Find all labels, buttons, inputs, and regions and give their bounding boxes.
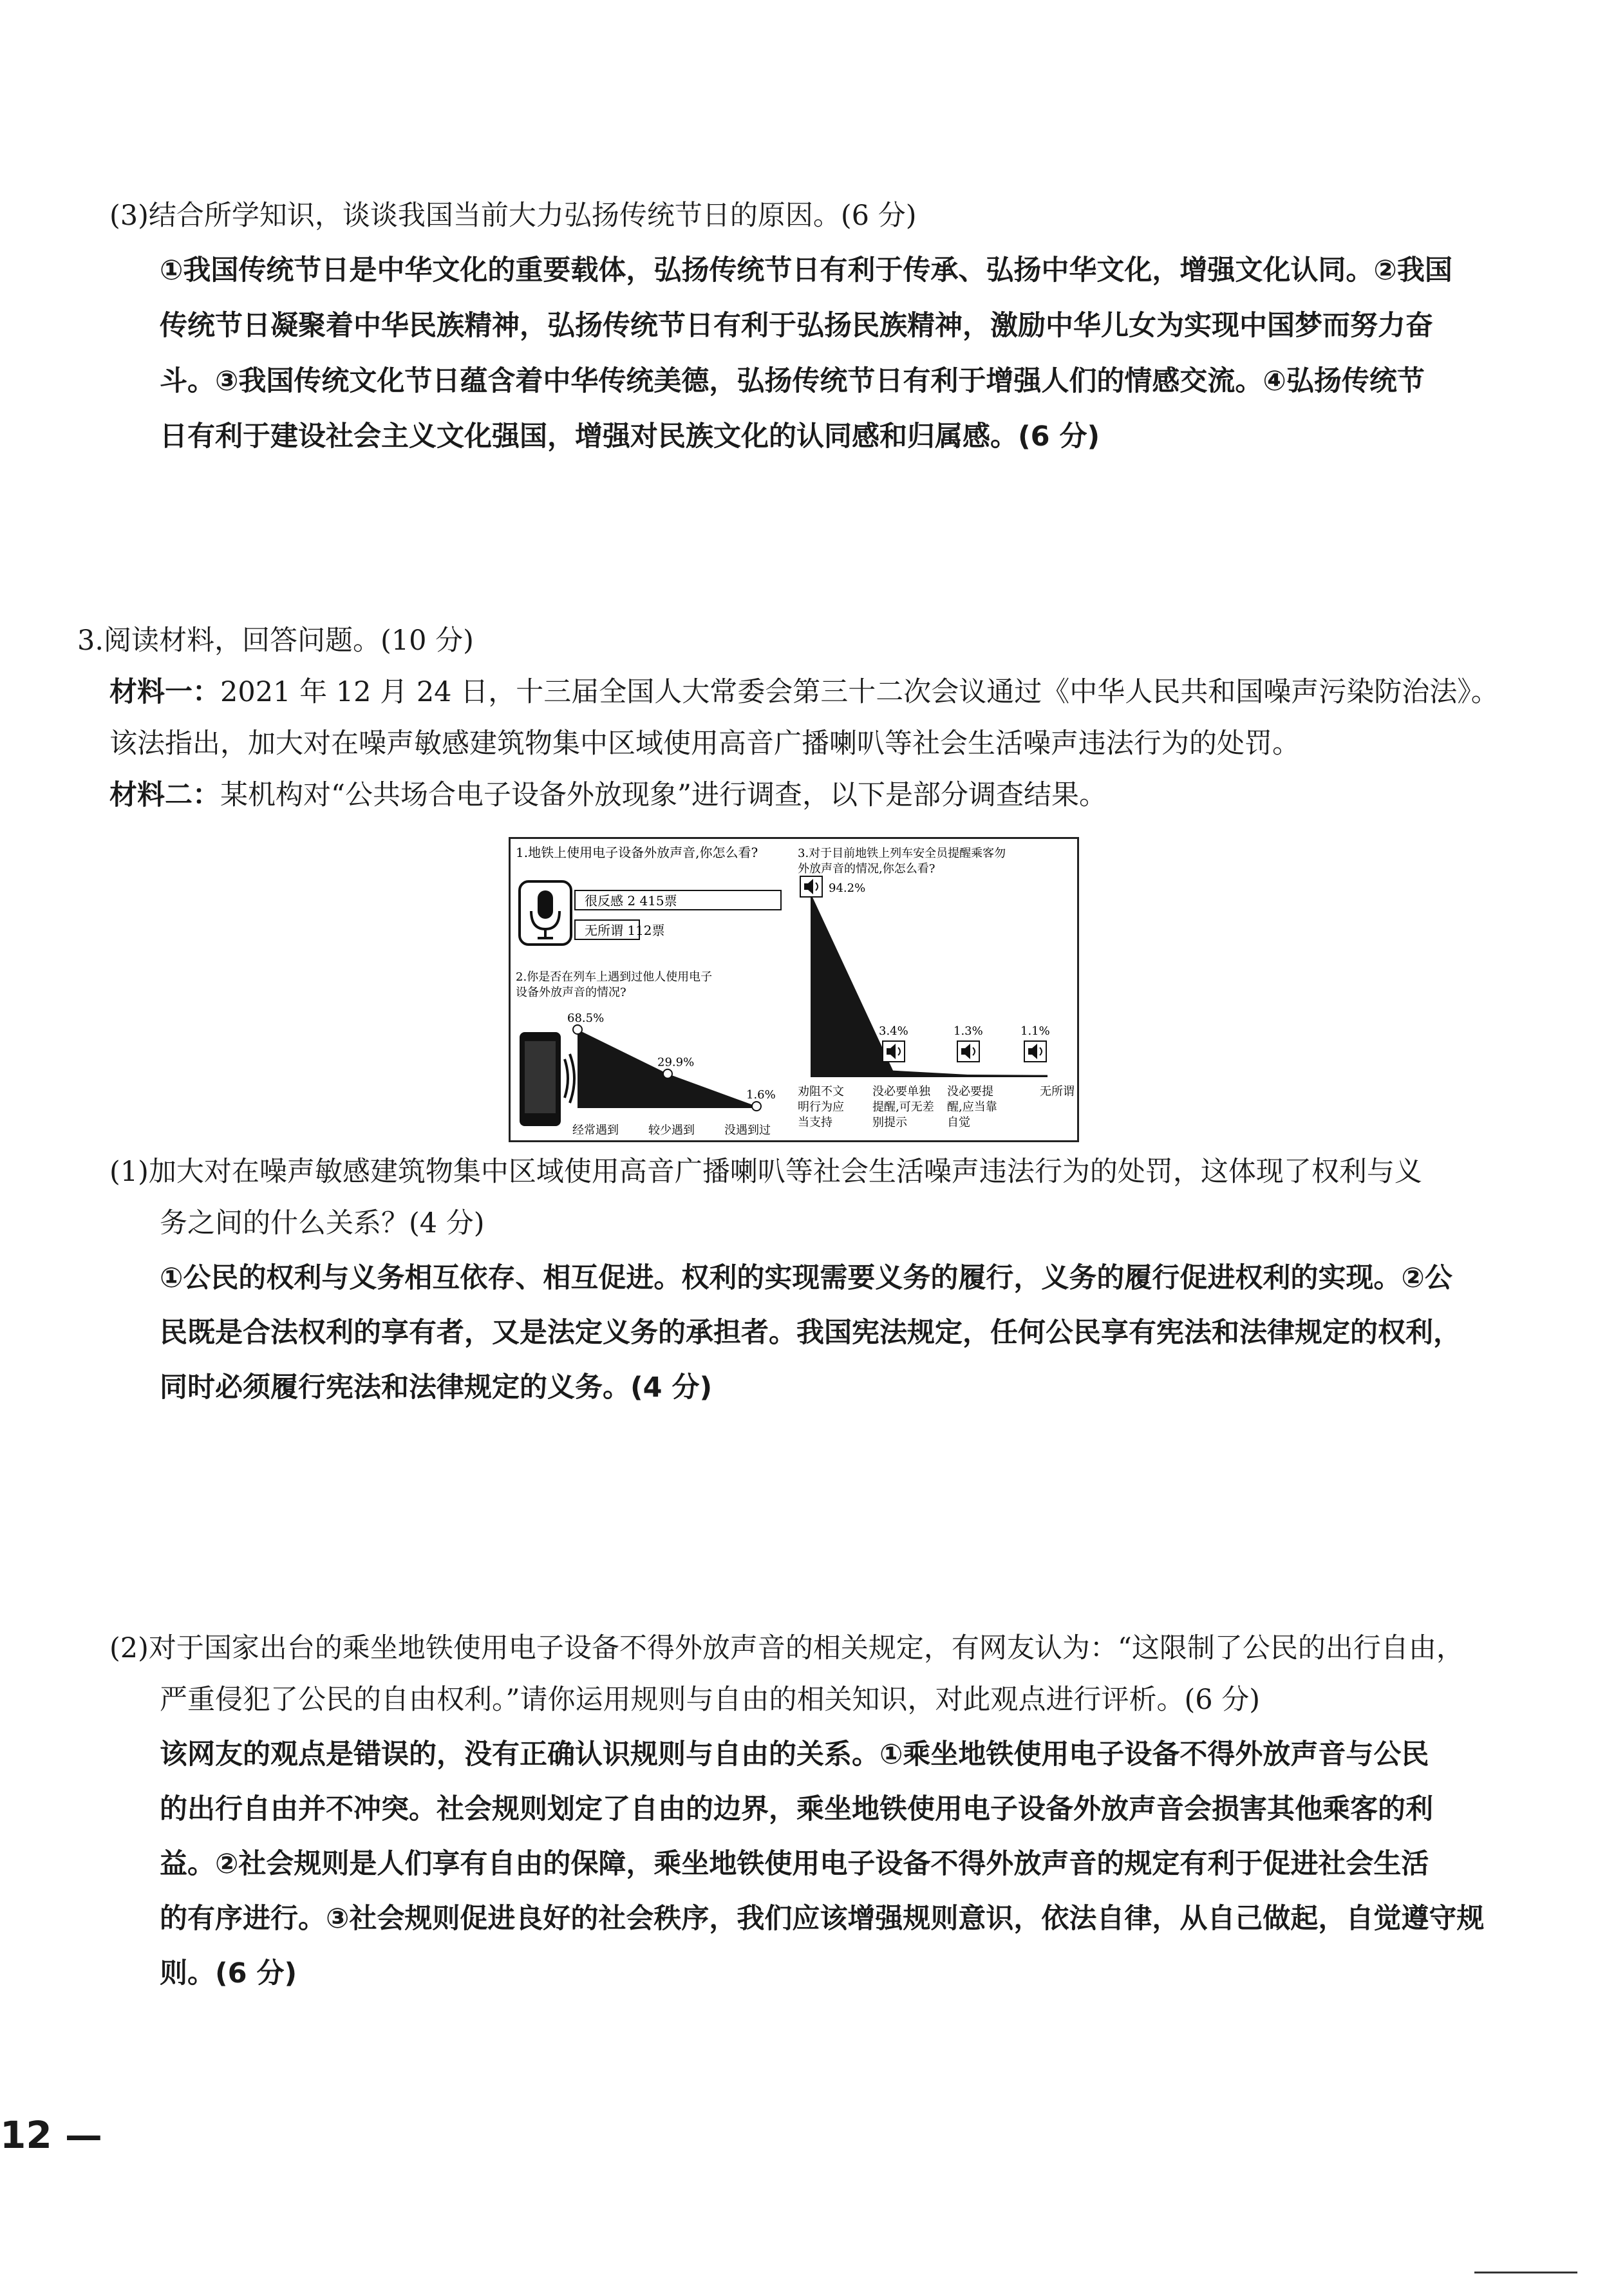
panel1-question: 1.地铁上使用电子设备外放声音,你怎么看? [516, 845, 758, 860]
speaker-icon [883, 1041, 905, 1062]
panel3-category-label: 提醒,可无差 [872, 1100, 934, 1114]
material1-text-1: 2021 年 12 月 24 日，十三届全国人大常委会第三十二次会议通过《中华人民共和国噪声污染防治法》。 [220, 676, 1499, 708]
q3-answer-line-4: 日有利于建设社会主义文化强国，增强对民族文化的认同感和归属感。(6 分) [160, 420, 1100, 453]
sub2-prompt-line-2: 严重侵犯了公民的自由权利。”请你运用规则与自由的相关知识，对此观点进行评析。(6 分) [160, 1684, 1261, 1716]
panel3-category-label: 无所谓 [1040, 1085, 1075, 1098]
panel3-category-label: 明行为应 [798, 1100, 844, 1114]
panel2-category-label: 没遇到过 [724, 1124, 771, 1137]
sub2-answer-line-1: 该网友的观点是错误的，没有正确认识规则与自由的关系。①乘坐地铁使用电子设备不得外放声音与公民 [160, 1738, 1429, 1771]
entry-label-very-disgusted: 很反感 2 415票 [585, 893, 677, 908]
panel2-value-label: 29.9% [657, 1055, 695, 1069]
panel3-question-line-1: 3.对于目前地铁上列车安全员提醒乘客勿 [798, 847, 1006, 860]
panel3-value-label: 3.4% [879, 1024, 908, 1038]
panel3-value-label: 1.1% [1020, 1024, 1050, 1038]
q3-answer-line-2: 传统节日凝聚着中华民族精神，弘扬传统节日有利于弘扬民族精神，激励中华儿女为实现中国梦而努力奋 [160, 310, 1433, 342]
sub2-answer-line-2: 的出行自由并不冲突。社会规则划定了自由的边界，乘坐地铁使用电子设备外放声音会损害其他乘客的利 [160, 1793, 1433, 1825]
material1-line-1 [109, 673, 1499, 711]
panel3-category-label: 没必要提 [947, 1085, 993, 1098]
panel3-category-label: 劝阻不文 [798, 1085, 844, 1098]
q3-answer-line-3: 斗。③我国传统文化节日蕴含着中华传统美德，弘扬传统节日有利于增强人们的情感交流。④弘扬传统节 [160, 365, 1425, 397]
sub1-answer-line-3: 同时必须履行宪法和法律规定的义务。(4 分) [160, 1371, 713, 1404]
survey-chart [509, 837, 1079, 1142]
panel3-value-label: 94.2% [829, 881, 866, 895]
sub1-prompt-line-2: 务之间的什么关系？(4 分) [160, 1207, 485, 1239]
sub1-answer-line-1: ①公民的权利与义务相互依存、相互促进。权利的实现需要义务的履行，义务的履行促进权利的实现。②公 [160, 1262, 1452, 1294]
sub2-answer-line-5: 则。(6 分) [160, 1957, 297, 1990]
material1-label: 材料一： [109, 676, 220, 708]
panel2-category-label: 较少遇到 [648, 1124, 695, 1137]
panel2-point [663, 1069, 672, 1078]
entry-label-indifferent: 无所谓 112票 [585, 923, 665, 938]
material1-line-2: 该法指出，加大对在噪声敏感建筑物集中区域使用高音广播喇叭等社会生活噪声违法行为的处罚。 [109, 728, 1300, 760]
panel3-category-label: 自觉 [947, 1116, 970, 1129]
sub2-answer-line-3: 益。②社会规则是人们享有自由的保障，乘坐地铁使用电子设备不得外放声音的规定有利于促进社会生活 [160, 1848, 1429, 1880]
speaker-icon [1024, 1041, 1046, 1062]
panel2-question-line-2: 设备外放声音的情况? [516, 986, 626, 999]
panel3-category-label: 没必要单独 [872, 1085, 930, 1098]
panel3-value-label: 1.3% [954, 1024, 983, 1038]
panel3-question-line-2: 外放声音的情况,你怎么看? [798, 862, 935, 876]
sub1-answer-line-2: 民既是合法权利的享有者，又是法定义务的承担者。我国宪法规定，任何公民享有宪法和法律规定的权利， [160, 1317, 1461, 1349]
panel3-category-label: 醒,应当靠 [947, 1100, 997, 1114]
panel2-point [752, 1102, 761, 1111]
panel2-point [573, 1025, 582, 1034]
material2-line [109, 776, 1107, 814]
material2-text: 某机构对“公共场合电子设备外放现象”进行调查，以下是部分调查结果。 [220, 779, 1107, 811]
panel3-category-label: 别提示 [872, 1116, 907, 1129]
sub1-prompt-line-1: (1)加大对在噪声敏感建筑物集中区域使用高音广播喇叭等社会生活噪声违法行为的处罚，这体现了权利与义 [109, 1156, 1422, 1188]
panel2-value-label: 68.5% [567, 1012, 605, 1025]
speaker-icon [957, 1041, 979, 1062]
section3-title: 3.阅读材料，回答问题。(10 分) [77, 625, 474, 657]
speaker-icon [800, 876, 822, 897]
q3-answer-line-1: ①我国传统节日是中华文化的重要载体，弘扬传统节日有利于传承、弘扬中华文化，增强文化认同。②我国 [160, 254, 1452, 287]
sub2-prompt-line-1: (2)对于国家出台的乘坐地铁使用电子设备不得外放声音的相关规定，有网友认为：“这限制了公民的出行自由， [109, 1632, 1464, 1664]
sub2-answer-line-4: 的有序进行。③社会规则促进良好的社会秩序，我们应该增强规则意识，依法自律，从自己做起，自觉遵守规 [160, 1903, 1485, 1935]
panel3-area [811, 893, 1048, 1077]
panel2-question-line-1: 2.你是否在列车上遇到过他人使用电子 [516, 970, 713, 984]
footer-rule [1474, 2272, 1577, 2273]
microphone-icon [520, 881, 571, 945]
survey-chart-svg [511, 839, 1077, 1140]
q3-prompt: (3)结合所学知识，谈谈我国当前大力弘扬传统节日的原因。(6 分) [109, 200, 917, 232]
page-number: 12 — [0, 2113, 102, 2157]
material2-label: 材料二： [109, 779, 220, 811]
panel2-category-label: 经常遇到 [572, 1124, 619, 1137]
panel2-value-label: 1.6% [746, 1088, 776, 1102]
panel3-category-label: 当支持 [798, 1116, 832, 1129]
phone-speaker-icon [520, 1032, 574, 1126]
